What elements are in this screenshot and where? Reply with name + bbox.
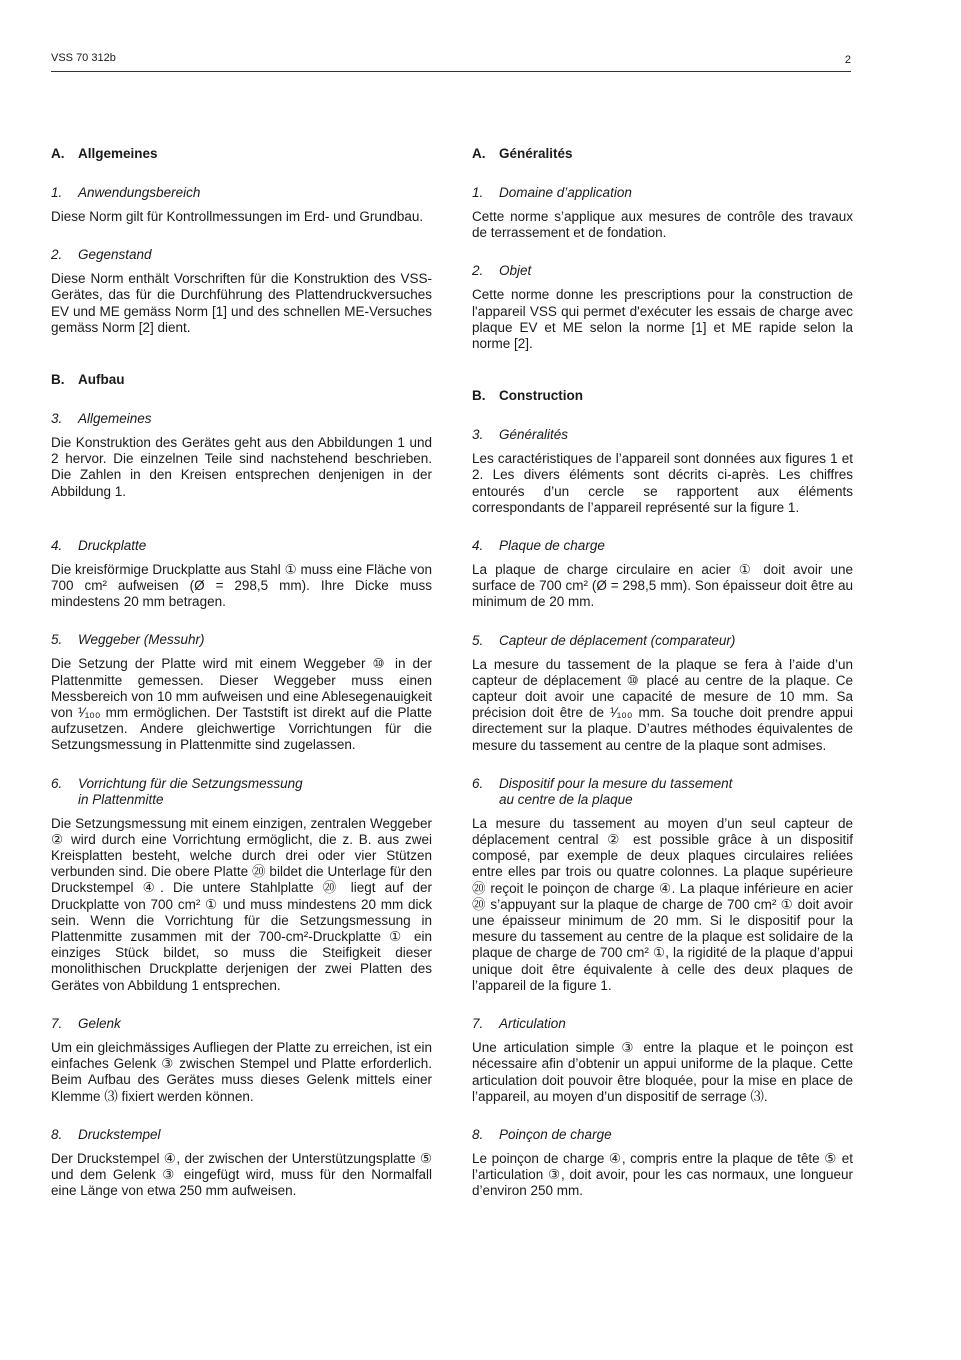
clause-2-heading — [472, 263, 853, 279]
section-b-heading — [472, 388, 853, 404]
clause-6-text: Die Setzungsmessung mit einem einzigen, zentralen Weggeber ② wird durch eine Vorrichtung ermöglicht, die z. B. aus zwei Kreisplatten besteht, welche durch drei oder vier Stützen verbunden sind. Die obere Platte ⑳ bildet die Unterlage für den Druckstempel ④. Die untere Stahlplatte ⑳ liegt auf der Druckplatte von 700 cm² ① und muss mindestens 20 mm dick sein. Wenn die Vorrichtung für die Setzungsmessung in Plattenmitte zusammen mit der 700-cm²-Druckplatte ① ein einziges Stück bildet, so muss die Steifigkeit dieser monolithischen Druckplatte derjenigen der zwei Platten des Gerätes von Abbildung 1 entsprechen. — [51, 815, 432, 993]
clause-7-heading — [472, 1016, 853, 1032]
clause-6-heading — [51, 776, 432, 808]
clause-number: 5. — [472, 632, 484, 648]
clause-1-heading — [51, 185, 432, 201]
clause-title: Weggeber (Messuhr) — [78, 632, 205, 648]
clause-title: Domaine d’application — [499, 185, 632, 200]
section-title: Allgemeines — [78, 146, 158, 161]
clause-number: 2. — [51, 247, 63, 263]
clause-4-text: La plaque de charge circulaire en acier ① doit avoir une surface de 700 cm² (Ø = 298,5 mm). Son épaisseur doit être au minimum de 20 mm. — [472, 562, 853, 610]
page-header — [51, 52, 851, 72]
clause-1-heading — [472, 185, 853, 201]
section-number: A. — [51, 146, 65, 161]
clause-5-text: Die Setzung der Platte wird mit einem Weggeber ⑩ in der Plattenmitte gemessen. Dieser Weggeber muss einen Messbereich von 10 mm aufweisen und eine Ablesegenauigkeit von ¹⁄₁₀₀ mm ermöglichen. Der Taststift ist direkt auf die Platte aufzusetzen. Andere gleichwertige Vorrichtungen für die Setzungsmessung in Plattenmitte sind zugelassen. — [51, 656, 432, 753]
clause-title: Capteur de déplacement (comparateur) — [499, 632, 736, 648]
clause-3-heading — [472, 427, 853, 443]
clause-title: Poinçon de charge — [499, 1126, 612, 1142]
clause-title: Gelenk — [78, 1015, 121, 1031]
section-title: Généralités — [499, 146, 573, 161]
clause-title: Objet — [499, 263, 532, 279]
clause-title: Anwendungsbereich — [78, 185, 201, 200]
clause-8-heading — [472, 1127, 853, 1143]
clause-4-text: Die kreisförmige Druckplatte aus Stahl ① muss eine Fläche von 700 cm² aufweisen (Ø = 298,5 mm). Ihre Dicke muss mindestens 20 mm betragen. — [51, 561, 432, 610]
clause-number: 1. — [51, 185, 63, 200]
clause-number: 2. — [472, 263, 484, 279]
clause-2-text: Diese Norm enthält Vorschriften für die Konstruktion des VSS-Gerätes, das für die Durchführung des Plattendruckversuches EV und ME gemäss Norm [1] und des schnellen ME-Versuches gemäss Norm [2] dient. — [51, 271, 432, 335]
clause-7-text: Une articulation simple ③ entre la plaque et le poinçon est nécessaire afin d’obtenir un appui uniforme de la plaque. Cette articulation doit pouvoir être bloquée, pour la mise en place de l’appareil, au moyen d’un dispositif de serrage ⑶. — [472, 1040, 853, 1104]
section-title: Aufbau — [78, 372, 125, 388]
clause-title-continued: au centre de la plaque — [499, 791, 633, 807]
clause-title: Dispositif pour la mesure du tassement — [499, 775, 733, 791]
clause-5-text: La mesure du tassement de la plaque se fera à l’aide d’un capteur de déplacement ⑩ placé au centre de la plaque. Ce capteur doit avoir une capacité de mesure de 10 mm. Sa précision doit être de ¹⁄₁₀₀ mm. Sa touche doit prendre appui directement sur la plaque. D’autres méthodes équivalentes de mesure du tassement au centre de la plaque sont admises. — [472, 656, 853, 753]
clause-number: 7. — [472, 1016, 484, 1032]
section-a-heading — [472, 146, 853, 162]
clause-title-continued: in Plattenmitte — [78, 791, 164, 807]
section-b-heading — [51, 372, 432, 388]
clause-2-heading — [51, 247, 432, 263]
clause-3-text: Die Konstruktion des Gerätes geht aus den Abbildungen 1 und 2 hervor. Die einzelnen Teile sind nachstehend beschrieben. Die Zahlen in den Kreisen entsprechen denjenigen in der Abbildung 1. — [51, 435, 432, 499]
clause-title: Articulation — [499, 1016, 566, 1032]
french-column — [472, 146, 853, 1200]
section-number: A. — [472, 146, 486, 161]
clause-8-heading — [51, 1127, 432, 1143]
clause-number: 5. — [51, 632, 63, 648]
clause-title: Généralités — [499, 427, 569, 443]
clause-3-text: Les caractéristiques de l’appareil sont données aux figures 1 et 2. Les divers éléments sont décrits ci-après. Les chiffres entourés d’un cercle se rapportent aux éléments correspondants de l’appareil représenté sur la figure 1. — [472, 451, 853, 515]
clause-5-heading — [51, 632, 432, 648]
clause-number: 3. — [51, 411, 63, 427]
clause-4-heading — [472, 538, 853, 554]
document-code: VSS 70 312b — [51, 52, 116, 64]
clause-5-heading — [472, 633, 853, 649]
clause-6-heading — [472, 776, 853, 808]
clause-8-text: Der Druckstempel ④, der zwischen der Unterstützungsplatte ⑤ und dem Gelenk ③ eingefügt wird, muss für den Normalfall eine Länge von etwa 250 mm aufweisen. — [51, 1150, 432, 1199]
clause-number: 8. — [51, 1126, 63, 1142]
clause-number: 7. — [51, 1015, 63, 1031]
clause-number: 6. — [472, 775, 484, 791]
clause-1-text: Diese Norm gilt für Kontrollmessungen im Erd- und Grundbau. — [51, 209, 424, 224]
section-number: B. — [472, 388, 486, 404]
section-a-heading — [51, 146, 432, 162]
clause-title: Druckstempel — [78, 1126, 161, 1142]
clause-3-heading — [51, 411, 432, 427]
clause-number: 8. — [472, 1126, 484, 1142]
clause-title: Vorrichtung für die Setzungsmessung — [78, 775, 303, 791]
clause-title: Druckplatte — [78, 537, 147, 553]
clause-1-text: Cette norme s’applique aux mesures de contrôle des travaux de terrassement et de fondation. — [472, 209, 853, 241]
clause-number: 3. — [472, 427, 484, 443]
section-title: Construction — [499, 388, 583, 404]
clause-number: 6. — [51, 775, 63, 791]
clause-7-text: Um ein gleichmässiges Aufliegen der Platte zu erreichen, ist ein einfaches Gelenk ③ zwischen Stempel und Platte erforderlich. Beim Aufbau des Gerätes muss dieses Gelenk mittels einer Klemme ⑶ fixiert werden können. — [51, 1039, 432, 1104]
clause-number: 4. — [472, 538, 484, 554]
section-number: B. — [51, 372, 65, 388]
clause-6-text: La mesure du tassement au moyen d’un seul capteur de déplacement central ② est possible grâce à un dispositif composé, par exemple de deux plaques circulaires reliées entre elles par trois ou quatre colonnes. La plaque supérieure ⑳ reçoit le poinçon de charge ④. La plaque inférieure en acier ⑳ s’appuyant sur la plaque de charge de 700 cm² ① doit avoir une épaisseur minimum de 20 mm. Si le dispositif pour la mesure du tassement au centre de la plaque est solidaire de la plaque de charge de 700 cm² ①, la rigidité de la plaque d’appui unique doit être équivalente à celle des deux plaques de l’appareil de la figure 1. — [472, 815, 853, 993]
header-divider — [51, 71, 851, 72]
clause-number: 4. — [51, 537, 63, 553]
clause-title: Gegenstand — [78, 247, 152, 263]
clause-2-text: Cette norme donne les prescriptions pour la construction de l'appareil VSS qui permet d'exécuter les essais de charge avec plaque EV et ME selon la norme [1] et ME rapide selon la norme [2]. — [472, 287, 853, 352]
german-column — [51, 146, 432, 1199]
page-number: 2 — [844, 54, 851, 66]
clause-8-text: Le poinçon de charge ④, compris entre la plaque de tête ⑤ et l’articulation ③, doit avoir, pour les cas normaux, une longueur d’environ 250 mm. — [472, 1150, 853, 1199]
clause-title: Allgemeines — [78, 411, 152, 427]
clause-number: 1. — [472, 185, 484, 200]
clause-4-heading — [51, 538, 432, 554]
clause-7-heading — [51, 1016, 432, 1032]
clause-title: Plaque de charge — [499, 538, 605, 554]
